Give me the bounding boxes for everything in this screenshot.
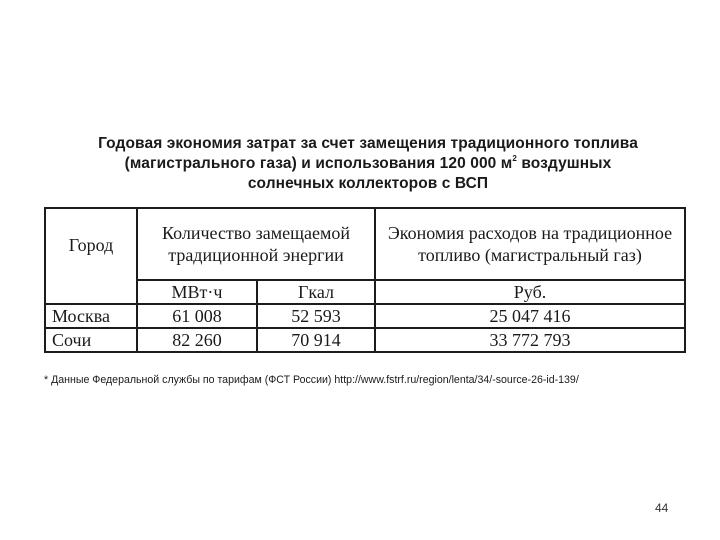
city-cell: Москва: [45, 304, 137, 328]
header-savings: Экономия расходов на традиционное топливо (магистральный газ): [375, 208, 685, 280]
gcal-cell: 70 914: [257, 328, 375, 352]
table-title: [44, 134, 692, 194]
title-line-2: [44, 154, 692, 174]
unit-rub: Руб.: [375, 280, 685, 304]
city-cell: Сочи: [45, 328, 137, 352]
superscript-two: 2: [512, 154, 517, 163]
table-figure: [44, 130, 692, 392]
table-row: [45, 304, 685, 328]
mwh-cell: 61 008: [137, 304, 257, 328]
header-quantity: Количество замещаемой традиционной энергии: [137, 208, 375, 280]
title-line-2-text: (магистрального газа) и использования 120 000 м: [124, 155, 513, 172]
title-line-1: Годовая экономия затрат за счет замещения традиционного топлива: [98, 135, 638, 152]
rub-cell: 25 047 416: [375, 304, 685, 328]
table-row: [45, 328, 685, 352]
unit-gcal: Гкал: [257, 280, 375, 304]
rub-cell: 33 772 793: [375, 328, 685, 352]
gcal-cell: 52 593: [257, 304, 375, 328]
title-line-3: солнечных коллекторов с ВСП: [247, 175, 489, 192]
unit-empty-cell: [45, 280, 137, 304]
unit-mwh: МВт·ч: [137, 280, 257, 304]
page-number: 44: [655, 501, 669, 515]
savings-table: [44, 207, 686, 353]
mwh-cell: 82 260: [137, 328, 257, 352]
footnote: * Данные Федеральной службы по тарифам (ФСТ России) http://www.fstrf.ru/region/lenta/34/-source-26-id-139/: [44, 374, 579, 386]
header-row: [45, 208, 685, 280]
title-line-2-end: воздушных: [516, 155, 612, 172]
header-city: Город: [45, 208, 137, 280]
unit-row: [45, 280, 685, 304]
